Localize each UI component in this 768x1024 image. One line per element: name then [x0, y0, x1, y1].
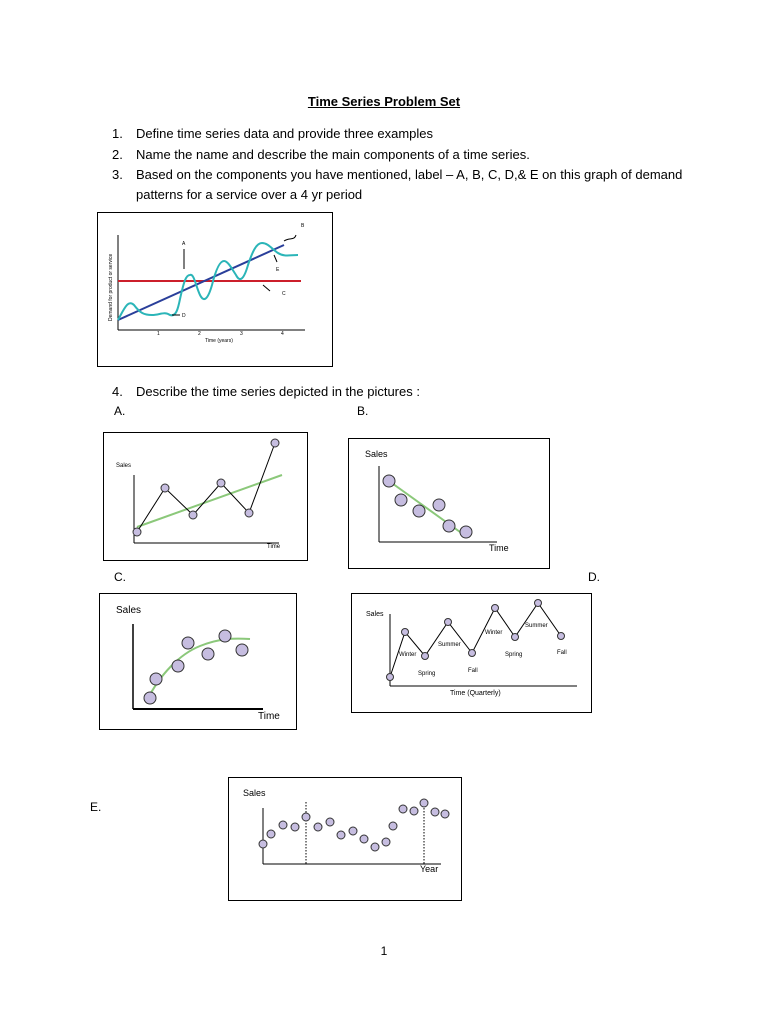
data-point: [182, 637, 194, 649]
demand-pattern-graph: [98, 213, 334, 368]
data-point: [422, 653, 429, 660]
part-label-e: E.: [90, 800, 102, 814]
figure-d: [351, 593, 592, 713]
data-point: [443, 520, 455, 532]
data-point: [291, 823, 299, 831]
season-label: Winter: [485, 630, 503, 636]
y-axis-label: Sales: [366, 611, 384, 618]
question-text: Define time series data and provide three examples: [136, 126, 433, 141]
season-label: Fall: [468, 668, 478, 674]
season-label: Summer: [438, 642, 461, 648]
question-number: 1.: [112, 126, 123, 141]
part-label-a: A.: [114, 404, 126, 418]
data-point: [387, 674, 394, 681]
page-number: 1: [380, 944, 388, 958]
data-point: [202, 648, 214, 660]
x-axis-label: Time: [258, 711, 280, 722]
question-number: 2.: [112, 147, 123, 162]
data-point: [469, 650, 476, 657]
question-text: Based on the components you have mentioned, label – A, B, C, D,& E on this graph of demand: [136, 167, 683, 182]
y-axis-label: Sales: [116, 605, 142, 616]
data-point: [326, 818, 334, 826]
data-point: [302, 813, 310, 821]
trend-line: [118, 245, 284, 320]
data-point: [271, 439, 279, 447]
season-label: Spring: [418, 671, 436, 677]
sales-line: [390, 603, 561, 677]
data-point: [161, 484, 169, 492]
data-point: [245, 509, 253, 517]
data-point: [236, 644, 248, 656]
data-point: [267, 830, 275, 838]
data-point: [395, 494, 407, 506]
x-axis-label: Year: [420, 864, 439, 874]
data-point: [150, 673, 162, 685]
question-text: Describe the time series depicted in the pictures :: [136, 384, 420, 399]
data-point: [512, 634, 519, 641]
figure-a-graph: [104, 433, 309, 562]
figure-b-graph: [349, 439, 551, 570]
data-point: [445, 619, 452, 626]
question-number: 3.: [112, 167, 123, 182]
y-axis-label: Sales: [243, 788, 266, 798]
data-point: [420, 799, 428, 807]
x-tick-label: 4: [281, 331, 284, 337]
demand-pattern-figure: [97, 212, 333, 367]
marker-c-arrow: [263, 285, 270, 291]
sales-points: [259, 799, 449, 851]
data-point: [383, 475, 395, 487]
question-text: patterns for a service over a 4 yr period: [136, 187, 363, 202]
data-point: [144, 692, 156, 704]
data-point: [337, 831, 345, 839]
x-axis-label: Time: [267, 544, 281, 550]
marker-e-label: E: [276, 267, 280, 273]
y-axis-label: Sales: [365, 449, 388, 459]
x-tick-label: 2: [198, 331, 201, 337]
figure-e: [228, 777, 462, 901]
data-point: [349, 827, 357, 835]
figure-a: [103, 432, 308, 561]
y-axis-label: Demand for product or service: [108, 253, 114, 321]
question-text: Name the name and describe the main components of a time series.: [136, 147, 530, 162]
figure-e-graph: [229, 778, 463, 902]
data-point: [360, 835, 368, 843]
season-label: Spring: [505, 652, 523, 658]
data-point: [399, 805, 407, 813]
data-point: [314, 823, 322, 831]
data-point: [133, 528, 141, 536]
x-tick-label: 3: [240, 331, 243, 337]
data-point: [172, 660, 184, 672]
figure-c: [99, 593, 297, 730]
marker-d-label: D: [182, 313, 186, 319]
trend-curve: [146, 639, 250, 702]
part-label-d: D.: [588, 570, 600, 584]
marker-c-label: C: [282, 291, 286, 297]
season-label: Summer: [525, 623, 548, 629]
figure-b: [348, 438, 550, 569]
data-point: [371, 843, 379, 851]
data-point: [279, 821, 287, 829]
x-axis-label: Time: [489, 543, 509, 553]
data-point: [413, 505, 425, 517]
data-point: [259, 840, 267, 848]
x-tick-label: 1: [157, 331, 160, 337]
sales-points: [144, 630, 248, 704]
data-point: [389, 822, 397, 830]
part-label-c: C.: [114, 570, 126, 584]
figure-c-graph: [100, 594, 298, 731]
data-point: [431, 808, 439, 816]
marker-b-brace: [284, 235, 296, 241]
season-label: Fall: [557, 650, 567, 656]
data-point: [441, 810, 449, 818]
data-point: [558, 633, 565, 640]
marker-b-label: B: [301, 223, 305, 229]
y-axis-label: Sales: [116, 463, 132, 469]
marker-a-label: A: [182, 241, 186, 247]
x-axis-label: Time (Quarterly): [450, 690, 501, 697]
data-point: [189, 511, 197, 519]
x-axis-label: Time (years): [205, 338, 233, 344]
sales-points: [383, 475, 472, 538]
part-label-b: B.: [357, 404, 369, 418]
data-point: [410, 807, 418, 815]
data-point: [219, 630, 231, 642]
data-point: [382, 838, 390, 846]
figure-d-graph: [352, 594, 593, 714]
data-point: [433, 499, 445, 511]
data-point: [402, 629, 409, 636]
page-title: Time Series Problem Set: [307, 94, 461, 109]
data-point: [492, 605, 499, 612]
trend-line: [389, 481, 467, 537]
data-point: [460, 526, 472, 538]
data-point: [535, 600, 542, 607]
marker-e-arrow: [274, 255, 277, 262]
question-number: 4.: [112, 384, 123, 399]
season-label: Winter: [399, 652, 417, 658]
data-point: [217, 479, 225, 487]
